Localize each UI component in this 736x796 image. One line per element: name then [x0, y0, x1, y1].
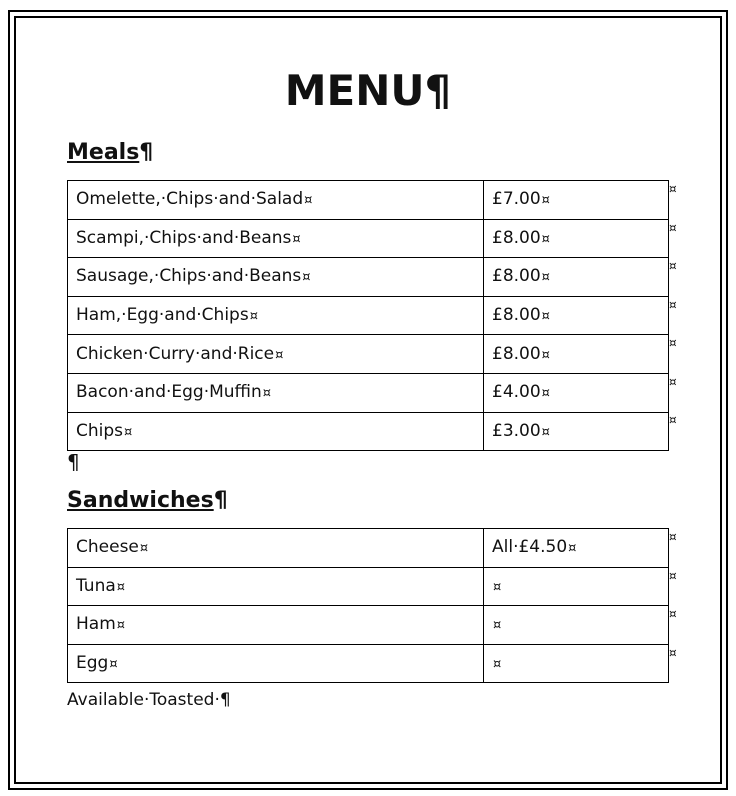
- meal-name: Chicken·Curry·and·Rice: [76, 343, 275, 364]
- meal-price-cell[interactable]: [484, 335, 669, 374]
- meals-heading-paragraph-mark: ¶: [139, 140, 154, 165]
- sandwich-name: Tuna: [76, 575, 116, 596]
- sandwich-name: Egg: [76, 652, 109, 673]
- sandwiches-heading-paragraph-mark: ¶: [213, 488, 228, 513]
- available-toasted-note: Available·Toasted·¶: [67, 690, 231, 710]
- meal-name-cell[interactable]: [68, 412, 484, 451]
- table-row: [68, 606, 669, 645]
- table-row: [68, 529, 669, 568]
- sandwiches-heading: [67, 490, 228, 512]
- sandwich-price-cell[interactable]: [484, 567, 669, 606]
- meal-price: £8.00: [492, 343, 541, 364]
- cell-end-mark: ¤: [493, 618, 502, 634]
- row-end-mark: ¤: [669, 336, 677, 350]
- sandwich-price-cell[interactable]: [484, 644, 669, 683]
- meal-price: £8.00: [492, 227, 541, 248]
- sandwiches-table: [67, 528, 669, 683]
- table-row: [68, 644, 669, 683]
- row-end-mark: ¤: [669, 646, 677, 660]
- sandwich-price: All·£4.50: [492, 537, 568, 558]
- meal-name: Omelette,·Chips·and·Salad: [76, 189, 304, 210]
- cell-end-mark: ¤: [275, 347, 284, 363]
- cell-end-mark: ¤: [541, 231, 550, 247]
- sandwich-name-cell[interactable]: [68, 644, 484, 683]
- meal-price-cell[interactable]: [484, 373, 669, 412]
- cell-end-mark: ¤: [116, 618, 126, 634]
- cell-end-mark: ¤: [568, 541, 577, 557]
- meal-name: Sausage,·Chips·and·Beans: [76, 266, 302, 287]
- row-end-mark: ¤: [669, 375, 677, 389]
- table-row: [68, 181, 669, 220]
- meal-price: £8.00: [492, 266, 541, 287]
- menu-title: MENU¶: [284, 66, 452, 115]
- meal-price-cell[interactable]: [484, 296, 669, 335]
- meal-name: Scampi,·Chips·and·Beans: [76, 227, 292, 248]
- meal-name-cell[interactable]: [68, 181, 484, 220]
- cell-end-mark: ¤: [304, 193, 313, 209]
- row-end-mark: ¤: [669, 259, 677, 273]
- sandwich-name-cell[interactable]: [68, 529, 484, 568]
- row-end-mark: ¤: [669, 182, 677, 196]
- cell-end-mark: ¤: [139, 541, 149, 557]
- meal-name: Bacon·and·Egg·Muffin: [76, 382, 262, 403]
- meals-heading-text: Meals: [67, 140, 140, 165]
- row-end-mark: ¤: [669, 298, 677, 312]
- table-row: [68, 219, 669, 258]
- row-end-mark: ¤: [669, 607, 677, 621]
- meal-name-cell[interactable]: [68, 296, 484, 335]
- cell-end-mark: ¤: [541, 347, 550, 363]
- row-end-mark: ¤: [669, 569, 677, 583]
- cell-end-mark: ¤: [493, 579, 502, 595]
- meal-price-cell[interactable]: [484, 412, 669, 451]
- row-end-mark: ¤: [669, 413, 677, 427]
- row-end-mark: ¤: [669, 530, 677, 544]
- sandwich-name-cell[interactable]: [68, 567, 484, 606]
- meal-price-cell[interactable]: [484, 219, 669, 258]
- table-row: [68, 567, 669, 606]
- meal-price: £8.00: [492, 305, 541, 326]
- sandwich-price-cell[interactable]: [484, 606, 669, 645]
- empty-paragraph-mark: ¶: [67, 450, 80, 474]
- row-end-mark: ¤: [669, 221, 677, 235]
- cell-end-mark: ¤: [541, 309, 550, 325]
- table-row: [68, 373, 669, 412]
- cell-end-mark: ¤: [302, 270, 311, 286]
- meal-name: Chips: [76, 420, 124, 441]
- table-row: [68, 412, 669, 451]
- cell-end-mark: ¤: [262, 386, 272, 402]
- cell-end-mark: ¤: [109, 656, 118, 672]
- cell-end-mark: ¤: [541, 193, 550, 209]
- meal-price: £3.00: [492, 420, 541, 441]
- meal-price-cell[interactable]: [484, 181, 669, 220]
- meals-heading: [67, 142, 153, 164]
- cell-end-mark: ¤: [541, 386, 550, 402]
- table-row: [68, 296, 669, 335]
- sandwiches-heading-text: Sandwiches: [67, 488, 214, 513]
- cell-end-mark: ¤: [541, 270, 550, 286]
- sandwich-price-cell[interactable]: [484, 529, 669, 568]
- meal-price: £4.00: [492, 382, 541, 403]
- cell-end-mark: ¤: [541, 424, 550, 440]
- sandwich-name-cell[interactable]: [68, 606, 484, 645]
- meal-name-cell[interactable]: [68, 258, 484, 297]
- sandwich-name: Cheese: [76, 537, 139, 558]
- table-row: [68, 258, 669, 297]
- meal-price: £7.00: [492, 189, 541, 210]
- cell-end-mark: ¤: [249, 309, 258, 325]
- table-row: [68, 335, 669, 374]
- meal-name: Ham,·Egg·and·Chips: [76, 305, 249, 326]
- cell-end-mark: ¤: [124, 424, 133, 440]
- meal-price-cell[interactable]: [484, 258, 669, 297]
- meal-name-cell[interactable]: [68, 219, 484, 258]
- meal-name-cell[interactable]: [68, 373, 484, 412]
- cell-end-mark: ¤: [493, 656, 502, 672]
- meal-name-cell[interactable]: [68, 335, 484, 374]
- cell-end-mark: ¤: [292, 231, 301, 247]
- sandwich-name: Ham: [76, 614, 116, 635]
- meals-table: [67, 180, 669, 451]
- cell-end-mark: ¤: [116, 579, 126, 595]
